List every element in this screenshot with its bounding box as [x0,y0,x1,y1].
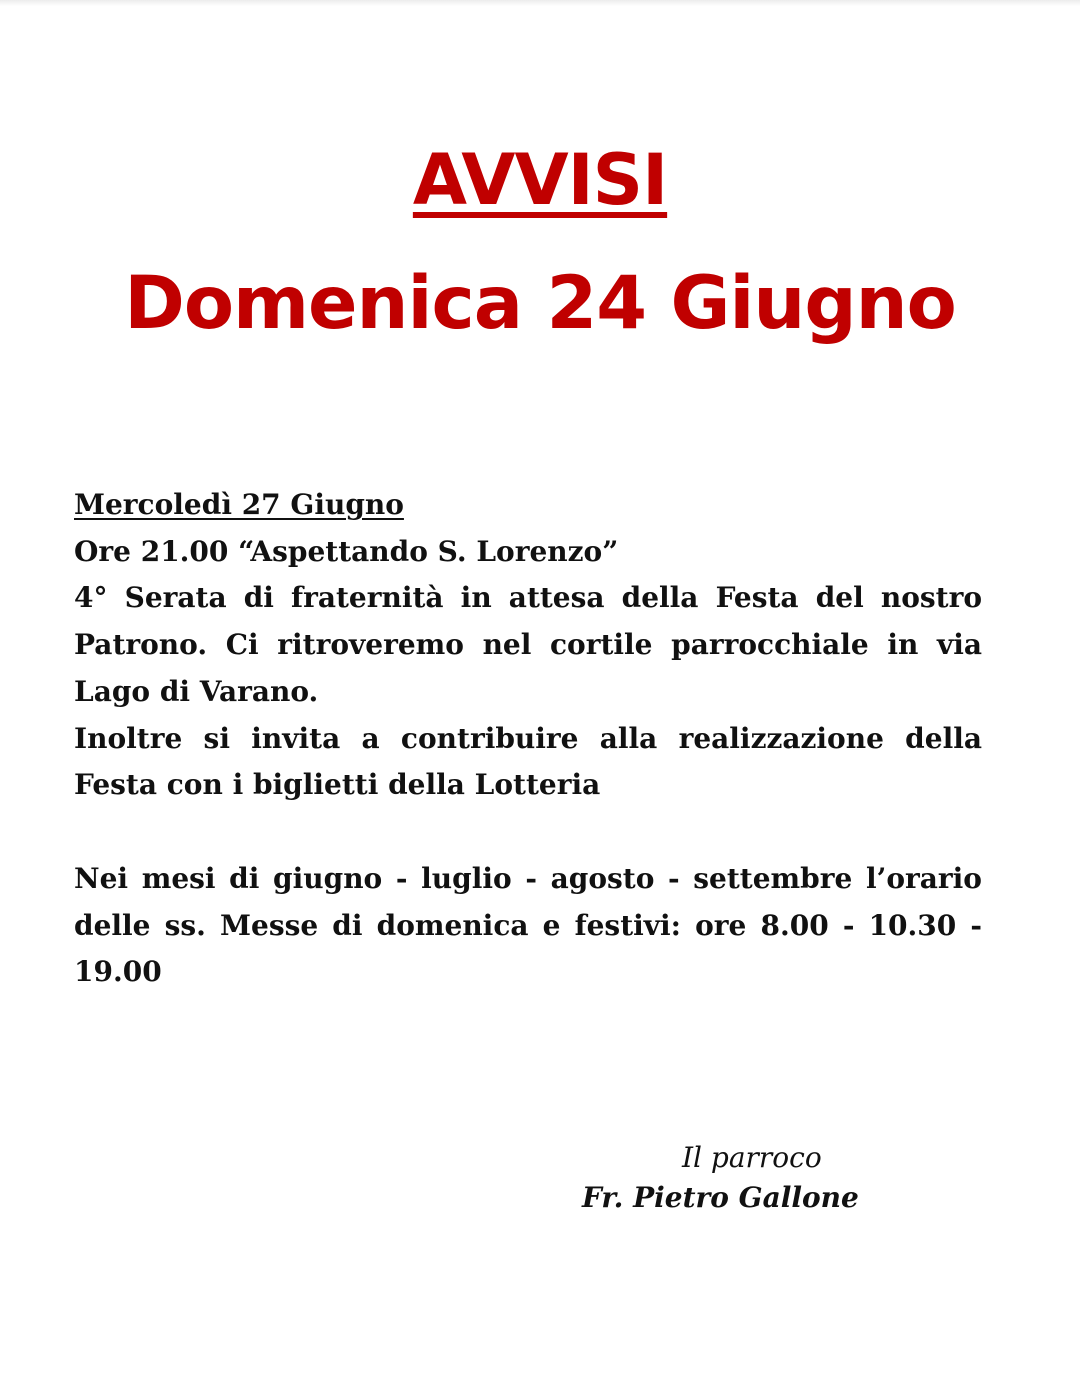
mass-schedule: Nei mesi di giugno - luglio - agosto - settembre l’orario delle ss. Messe di domenica e festivi: ore 8.00 - 10.30 - 19.00 [74,861,982,989]
signature-block [560,1138,1000,1218]
page-title: AVVISI [412,139,668,221]
paragraph-spacer [74,809,982,856]
notice-body [74,482,982,996]
signature-name: Fr. Pietro Gallone [582,1181,859,1214]
lottery-notice: Inoltre si invita a contribuire alla realizzazione della Festa con i biglietti della Lotteria [74,721,982,802]
event-day-heading: Mercoledì 27 Giugno [74,488,404,521]
top-edge-shadow [0,0,1080,6]
signature-role: Il parroco [682,1141,822,1174]
page-subtitle-date: Domenica 24 Giugno [124,261,956,346]
event-description: 4° Serata di fraternità in attesa della Festa del nostro Patrono. Ci ritroveremo nel cortile parrocchiale in via Lago di Varano. [74,581,982,708]
event-time-line: Ore 21.00 “Aspettando S. Lorenzo” [74,534,619,568]
